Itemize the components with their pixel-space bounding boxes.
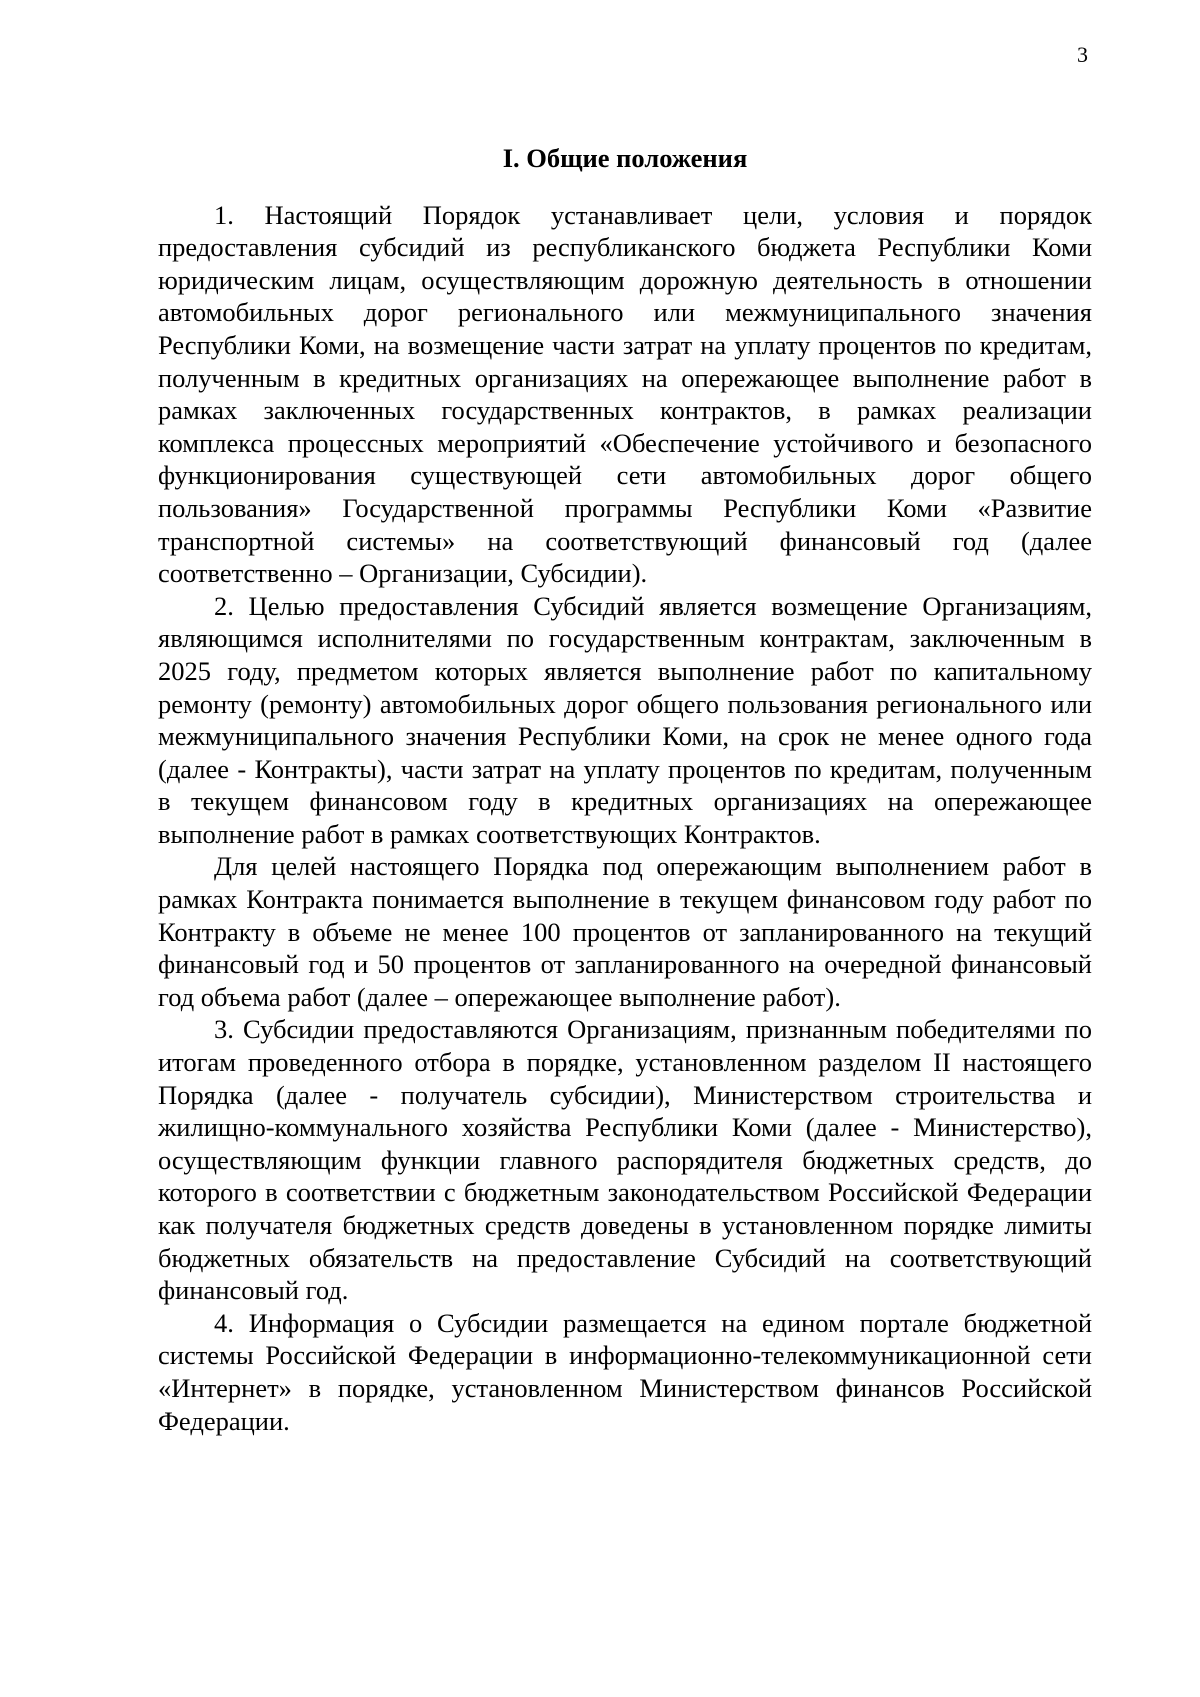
document-body — [158, 142, 1092, 1437]
paragraph-3: 3. Субсидии предоставляются Организациям, признанным победителями по итогам проведенного отбора в порядке, установленном разделом II настоящего Порядка (далее - получатель субсидии), Министерством строительства и жилищно-коммунального хозяйства Республики Коми (далее - Министерство), осуществляющим функции главного распорядителя бюджетных средств, до которого в соответствии с бюджетным законодательством Российской Федерации как получателя бюджетных средств доведены в установленном порядке лимиты бюджетных обязательств на предоставление Субсидий на соответствующий финансовый год. — [158, 1014, 1092, 1306]
paragraph-2-definition: Для целей настоящего Порядка под опережающим выполнением работ в рамках Контракта понимается выполнение в текущем финансовом году работ по Контракту в объеме не менее 100 процентов от запланированного на текущий финансовый год и 50 процентов от запланированного на очередной финансовый год объема работ (далее – опережающее выполнение работ). — [158, 851, 1092, 1012]
section-title: I. Общие положения — [502, 143, 748, 173]
paragraph-2: 2. Целью предоставления Субсидий является возмещение Организациям, являющимся исполнителями по государственным контрактам, заключенным в 2025 году, предметом которых является выполнение работ по капитальному ремонту (ремонту) автомобильных дорог общего пользования регионального или межмуниципального значения Республики Коми, на срок не менее одного года (далее - Контракты), части затрат на уплату процентов по кредитам, полученным в текущем финансовом году в кредитных организациях на опережающее выполнение работ в рамках соответствующих Контрактов. — [158, 590, 1092, 849]
page-number: 3 — [1077, 42, 1088, 67]
paragraph-4: 4. Информация о Субсидии размещается на едином портале бюджетной системы Российской Федерации в информационно-телекоммуникационной сети «Интернет» в порядке, установленном Министерством финансов Российской Федерации. — [158, 1307, 1092, 1436]
paragraph-1: 1. Настоящий Порядок устанавливает цели, условия и порядок предоставления субсидий из республиканского бюджета Республики Коми юридическим лицам, осуществляющим дорожную деятельность в отношении автомобильных дорог регионального или межмуниципального значения Республики Коми, на возмещение части затрат на уплату процентов по кредитам, полученным в кредитных организациях на опережающее выполнение работ в рамках заключенных государственных контрактов, в рамках реализации комплекса процессных мероприятий «Обеспечение устойчивого и безопасного функционирования существующей сети автомобильных дорог общего пользования» Государственной программы Республики Коми «Развитие транспортной системы» на соответствующий финансовый год (далее соответственно – Организации, Субсидии). — [158, 199, 1092, 589]
